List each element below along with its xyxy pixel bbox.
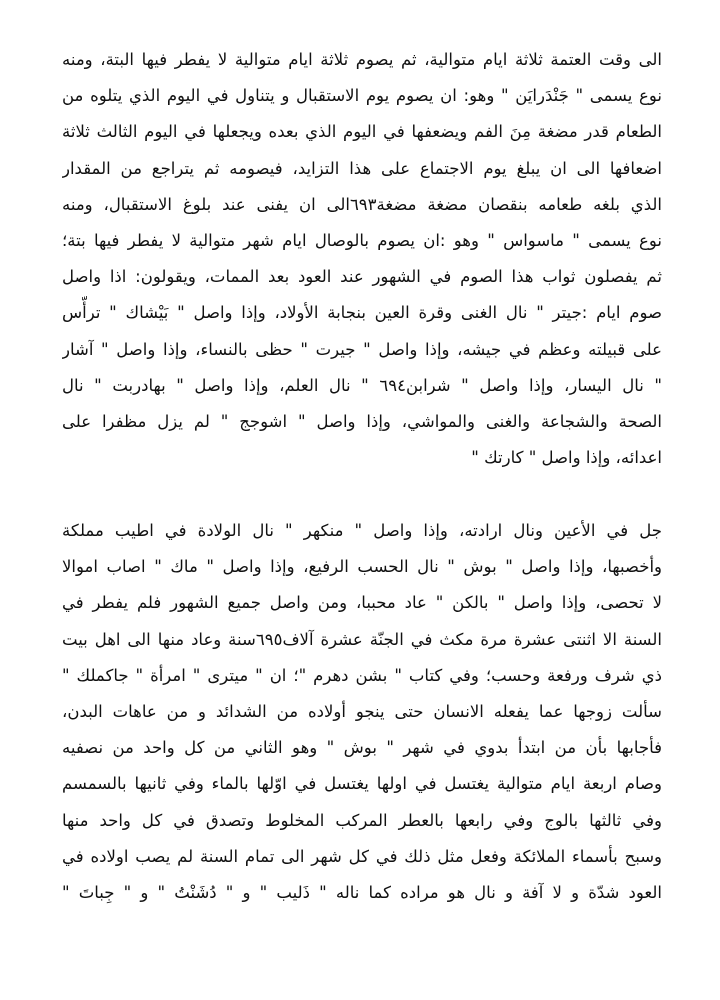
text-line: " نال اليسار، وإذا واصل " شرابن٦٩٤ " نال العلم، وإذا واصل " بهادربت " نال	[62, 375, 662, 395]
text-line: جل في الأعين ونال ارادته، وإذا واصل " منكهر " نال الولادة في اطيب مملكة	[62, 521, 662, 540]
text-line: وأخصبها، وإذا واصل " بوش " نال الحسب الرفيع، وإذا واصل " ماك " اصاب اموالا	[62, 557, 662, 577]
text-line: نوع يسمى " ماسواس " وهو :ان يصوم بالوصال ايام شهر متوالية لا يفطر فيها بتة؛	[62, 230, 662, 250]
paragraph-1	[62, 42, 662, 476]
text-line: ذي شرف ورفعة وحسب؛ وفي كتاب " بشن دهرم "؛ ان " ميترى " امرأة " جاكملك "	[62, 665, 662, 685]
paragraph-2	[62, 513, 662, 911]
text-line: لا تحصى، وإذا واصل " بالكن " عاد محببا، ومن واصل جميع الشهور فلم يفطر في	[62, 593, 662, 613]
text-line: صوم ايام :جيتر " نال الغنى وقرة العين بنجابة الأولاد، وإذا واصل " بَيْشاك " ترأّس	[62, 303, 662, 323]
text-line: نوع يسمى " جَنْدَرايَن " وهو: ان يصوم يوم الاستقبال و يتناول في اليوم الذي يتلوه من	[62, 86, 662, 106]
text-line: على قبيلته وعظم في جيشه، وإذا واصل " جيرت " حظى بالنساء، وإذا واصل " آشار	[62, 339, 662, 359]
text-line: سألت زوجها عما يفعله الانسان حتى ينجو أولاده من الشدائد و من عاهات البدن،	[62, 701, 662, 721]
text-line: العود شدّة و لا آفة و نال هو مراده كما ناله " ذَليب " و " دُشَنْتُ " و " جِباتَ "	[62, 882, 662, 902]
text-line: ثم يفصلون ثواب هذا الصوم في الشهور عند العود بعد الممات، ويقولون: اذا واصل	[62, 267, 662, 287]
text-line: الطعام قدر مضغة مِنَ الفم ويضعفها في اليوم الذي بعده ويجعلها في اليوم الثالث ثلاثة	[62, 122, 662, 142]
text-line: وسبح بأسماء الملائكة وفعل مثل ذلك في كل شهر الى تمام السنة لم يصب اولاده في	[62, 846, 662, 866]
text-line: الى وقت العتمة ثلاثة ايام متوالية، ثم يصوم ثلاثة ايام متوالية لا يفطر فيها البتة، ومنه	[62, 50, 662, 69]
text-line: اضعافها الى ان يبلغ يوم الاجتماع على هذا التزايد، فيصومه ثم يتراجع من المقدار	[62, 158, 662, 178]
text-line: اعدائه، وإذا واصل " كارتك "	[471, 448, 662, 468]
text-line: فأجابها بأن من ابتدأ بدوي في شهر " بوش " وهو الثاني من كل واحد من نصفيه	[62, 738, 662, 758]
text-line: الصحة والشجاعة والغنى والمواشي، وإذا واصل " اشوجج " لم يزل مظفرا على	[62, 411, 662, 431]
text-line: وصام اربعة ايام متوالية يغتسل في اولها يغتسل في اوّلها بالماء وفي ثانيها بالسمسم	[62, 774, 662, 794]
text-line: السنة الا اثنتى عشرة مرة مكث في الجنّة عشرة آلاف٦٩٥سنة وعاد منها الى اهل بيت	[62, 629, 662, 649]
text-line: الذي بلغه طعامه بنقصان مضغة مضغة٦٩٣الى ان يفنى عند بلوغ الاستقبال، ومنه	[62, 194, 662, 214]
text-line: وفي ثالثها بالوج وفي رابعها بالعطر المركب المخلوط وتصدق في كل واحد منها	[62, 810, 662, 830]
